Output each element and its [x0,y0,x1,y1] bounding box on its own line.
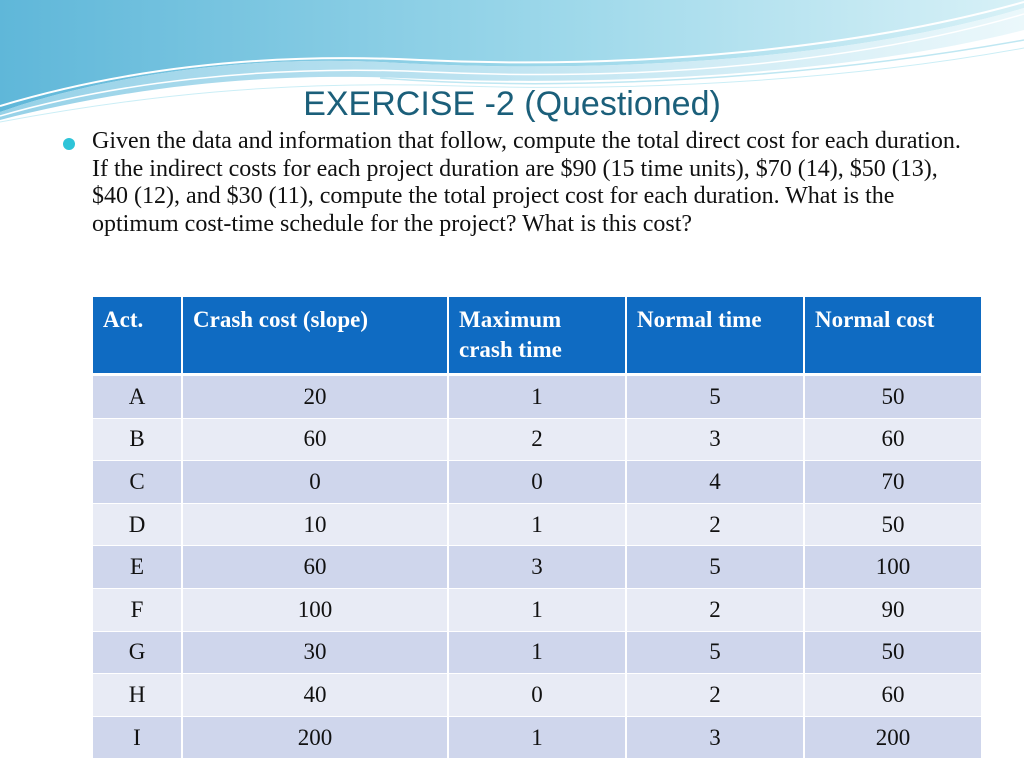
normal-time-cell: 3 [626,716,804,759]
table-row [93,674,981,717]
max-crash-time-cell: 1 [448,588,626,631]
table-row [93,461,981,504]
crash-cost-cell: 30 [182,631,448,674]
activity-cell: E [93,546,182,589]
normal-cost-cell: 90 [804,588,981,631]
normal-time-cell: 2 [626,674,804,717]
data-table-container [93,297,981,759]
header-crash-cost: Crash cost (slope) [182,297,448,375]
header-max-crash-time: Maximum crash time [448,297,626,375]
table-row [93,716,981,759]
activity-data-table [93,297,981,759]
crash-cost-cell: 40 [182,674,448,717]
normal-cost-cell: 100 [804,546,981,589]
page-title: EXERCISE -2 (Questioned) [303,85,721,123]
table-row [93,503,981,546]
bullet-icon [63,138,75,150]
crash-cost-cell: 10 [182,503,448,546]
normal-cost-cell: 50 [804,503,981,546]
normal-time-cell: 2 [626,503,804,546]
max-crash-time-cell: 1 [448,503,626,546]
table-row [93,418,981,461]
normal-time-cell: 2 [626,588,804,631]
normal-time-cell: 3 [626,418,804,461]
normal-cost-cell: 70 [804,461,981,504]
header-normal-time: Normal time [626,297,804,375]
max-crash-time-cell: 3 [448,546,626,589]
normal-time-cell: 5 [626,375,804,419]
activity-cell: F [93,588,182,631]
activity-cell: A [93,375,182,419]
normal-time-cell: 5 [626,546,804,589]
table-row [93,546,981,589]
max-crash-time-cell: 0 [448,461,626,504]
max-crash-time-cell: 1 [448,716,626,759]
crash-cost-cell: 0 [182,461,448,504]
activity-cell: H [93,674,182,717]
crash-cost-cell: 60 [182,418,448,461]
activity-cell: C [93,461,182,504]
normal-cost-cell: 50 [804,375,981,419]
max-crash-time-cell: 1 [448,631,626,674]
table-body [93,375,981,759]
header-activity: Act. [93,297,182,375]
header-normal-cost: Normal cost [804,297,981,375]
normal-cost-cell: 50 [804,631,981,674]
normal-time-cell: 4 [626,461,804,504]
normal-time-cell: 5 [626,631,804,674]
crash-cost-cell: 20 [182,375,448,419]
table-header-row [93,297,981,375]
activity-cell: G [93,631,182,674]
activity-cell: D [93,503,182,546]
crash-cost-cell: 100 [182,588,448,631]
normal-cost-cell: 200 [804,716,981,759]
max-crash-time-cell: 0 [448,674,626,717]
crash-cost-cell: 200 [182,716,448,759]
crash-cost-cell: 60 [182,546,448,589]
exercise-description: Given the data and information that follow, compute the total direct cost for each duration. If the indirect costs for each project duration are $90 (15 time units), $70 (14), $50 (13), $40 (12), and $30 (11), compute the total project cost for each duration. What is the optimum cost-time schedule for the project? What is this cost? [92,128,961,237]
max-crash-time-cell: 2 [448,418,626,461]
activity-cell: B [93,418,182,461]
max-crash-time-cell: 1 [448,375,626,419]
table-row [93,375,981,419]
activity-cell: I [93,716,182,759]
table-row [93,588,981,631]
normal-cost-cell: 60 [804,418,981,461]
table-row [93,631,981,674]
normal-cost-cell: 60 [804,674,981,717]
